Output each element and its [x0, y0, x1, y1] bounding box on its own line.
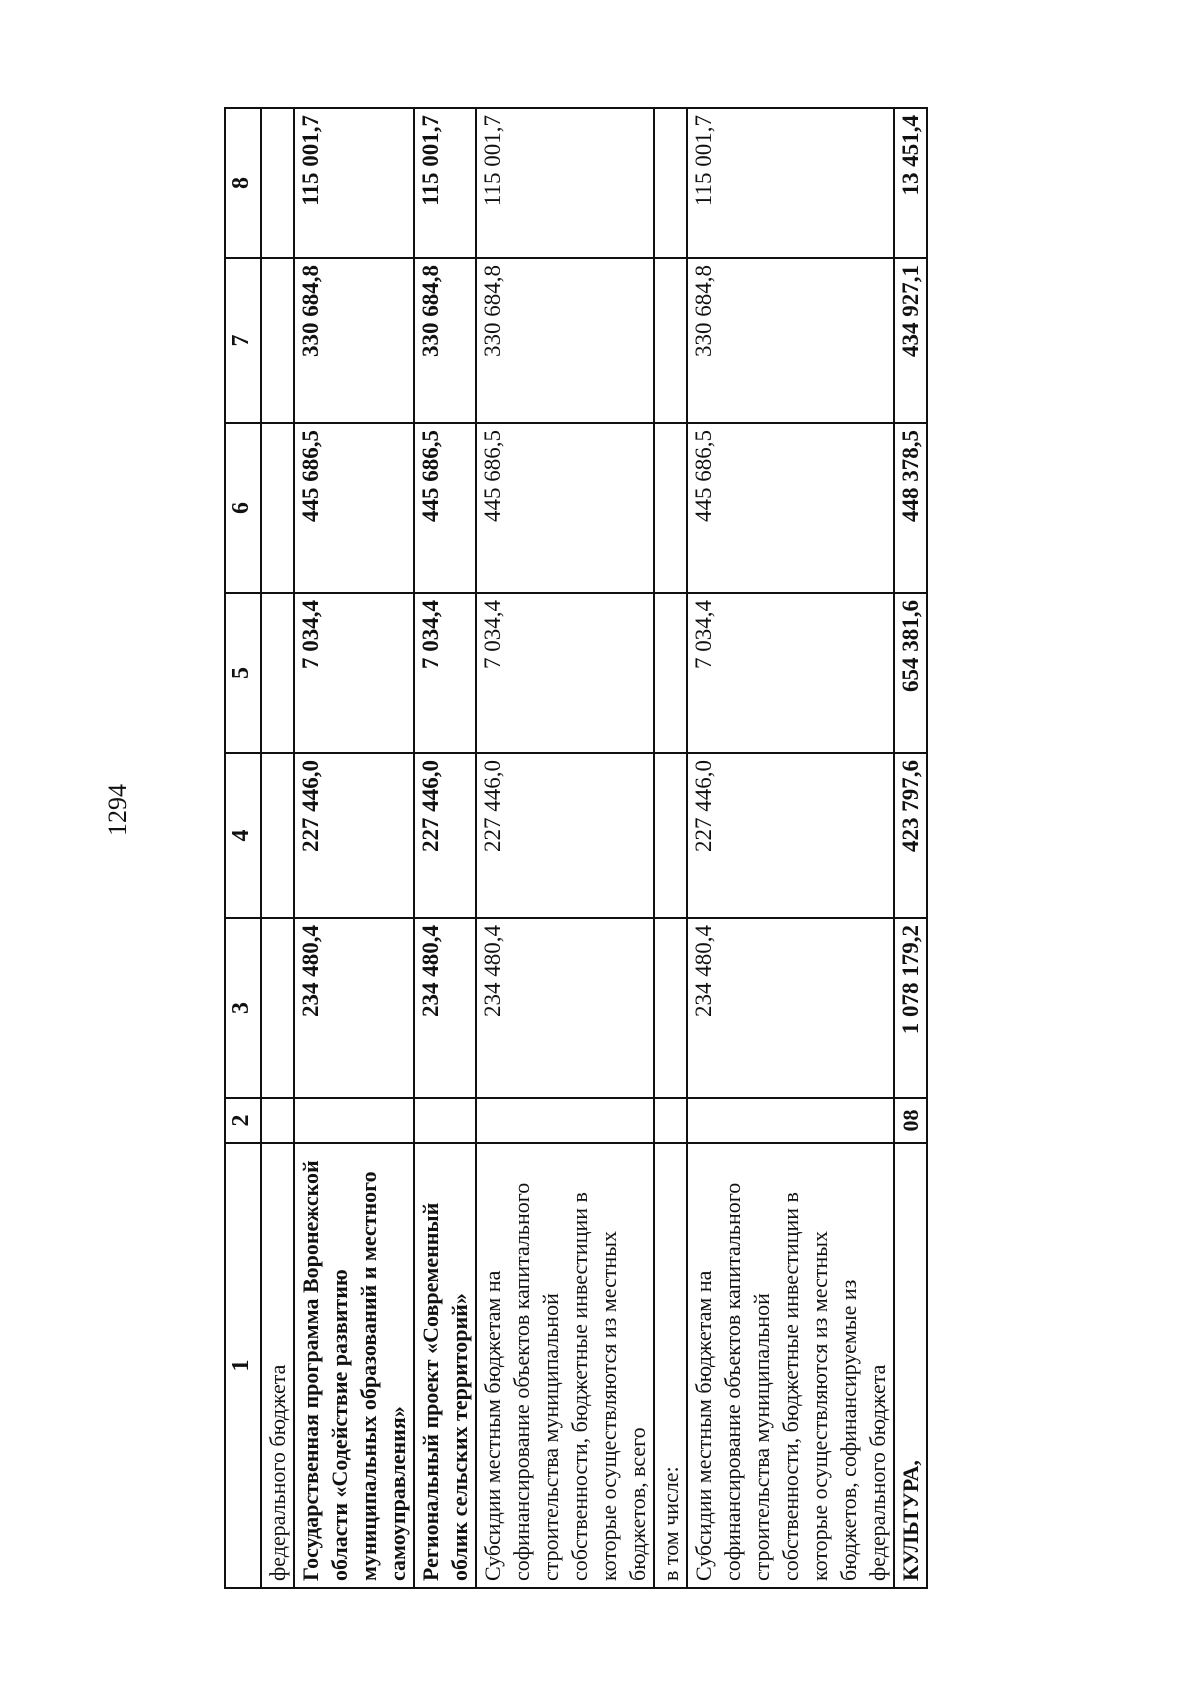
cell-col-5: 654 381,6	[894, 593, 927, 753]
cell-col-3: 1 078 179,2	[894, 918, 927, 1098]
table-row	[687, 108, 894, 1588]
row-name: в том числе:	[654, 1143, 687, 1588]
cell-col-4	[261, 753, 294, 918]
cell-col-3	[654, 918, 687, 1098]
header-col-6: 6	[225, 423, 261, 593]
cell-col-6: 445 686,5	[294, 423, 414, 593]
cell-col-5	[261, 593, 294, 753]
header-col-7: 7	[225, 258, 261, 423]
cell-col-7: 330 684,8	[476, 258, 654, 423]
cell-col-6	[261, 423, 294, 593]
cell-col-5: 7 034,4	[414, 593, 476, 753]
table-row	[261, 108, 294, 1588]
cell-col-4: 227 446,0	[687, 753, 894, 918]
row-code: 08	[894, 1098, 927, 1143]
cell-col-8: 115 001,7	[294, 108, 414, 258]
cell-col-7	[261, 258, 294, 423]
cell-col-8: 115 001,7	[687, 108, 894, 258]
table-row	[294, 108, 414, 1588]
row-name: Субсидии местным бюджетам на софинансирование объектов капитального строительства муниципальной собственности, бюджетные инвестиции в которые осуществляются из местных бюджетов, всего	[476, 1143, 654, 1588]
header-col-1: 1	[225, 1143, 261, 1588]
cell-col-5: 7 034,4	[687, 593, 894, 753]
cell-col-6: 445 686,5	[687, 423, 894, 593]
header-col-8: 8	[225, 108, 261, 258]
header-col-5: 5	[225, 593, 261, 753]
cell-col-8: 115 001,7	[476, 108, 654, 258]
cell-col-3: 234 480,4	[687, 918, 894, 1098]
row-name: федерального бюджета	[261, 1143, 294, 1588]
header-col-2: 2	[225, 1098, 261, 1143]
cell-col-3: 234 480,4	[294, 918, 414, 1098]
row-code	[654, 1098, 687, 1143]
cell-col-6: 445 686,5	[476, 423, 654, 593]
cell-col-8	[654, 108, 687, 258]
row-code	[687, 1098, 894, 1143]
cell-col-7: 330 684,8	[294, 258, 414, 423]
header-row	[225, 108, 261, 1588]
cell-col-7: 434 927,1	[894, 258, 927, 423]
cell-col-4: 227 446,0	[476, 753, 654, 918]
cell-col-7: 330 684,8	[414, 258, 476, 423]
rotated-table-container	[224, 109, 1064, 1589]
row-code	[261, 1098, 294, 1143]
cell-col-3: 234 480,4	[476, 918, 654, 1098]
cell-col-8: 13 451,4	[894, 108, 927, 258]
row-name: КУЛЬТУРА,	[894, 1143, 927, 1588]
cell-col-8	[261, 108, 294, 258]
cell-col-5: 7 034,4	[294, 593, 414, 753]
row-code	[414, 1098, 476, 1143]
cell-col-7	[654, 258, 687, 423]
budget-table	[224, 107, 928, 1589]
cell-col-4: 227 446,0	[294, 753, 414, 918]
cell-col-5	[654, 593, 687, 753]
cell-col-6	[654, 423, 687, 593]
row-name: Государственная программа Воронежской области «Содействие развитию муниципальных образований и местного самоуправления»	[294, 1143, 414, 1588]
header-col-4: 4	[225, 753, 261, 918]
page-number: 1294	[103, 784, 132, 836]
cell-col-6: 448 378,5	[894, 423, 927, 593]
row-name: Региональный проект «Современный облик сельских территорий»	[414, 1143, 476, 1588]
row-code	[294, 1098, 414, 1143]
cell-col-3	[261, 918, 294, 1098]
table-row	[894, 108, 927, 1588]
cell-col-4	[654, 753, 687, 918]
cell-col-8: 115 001,7	[414, 108, 476, 258]
cell-col-7: 330 684,8	[687, 258, 894, 423]
cell-col-6: 445 686,5	[414, 423, 476, 593]
cell-col-5: 7 034,4	[476, 593, 654, 753]
row-name: Субсидии местным бюджетам на софинансирование объектов капитального строительства муниципальной собственности, бюджетные инвестиции в которые осуществляются из местных бюджетов, софинансируемые из федерального бюджета	[687, 1143, 894, 1588]
row-code	[476, 1098, 654, 1143]
table-row	[476, 108, 654, 1588]
table-row	[414, 108, 476, 1588]
cell-col-4: 423 797,6	[894, 753, 927, 918]
cell-col-4: 227 446,0	[414, 753, 476, 918]
header-col-3: 3	[225, 918, 261, 1098]
table-row	[654, 108, 687, 1588]
cell-col-3: 234 480,4	[414, 918, 476, 1098]
